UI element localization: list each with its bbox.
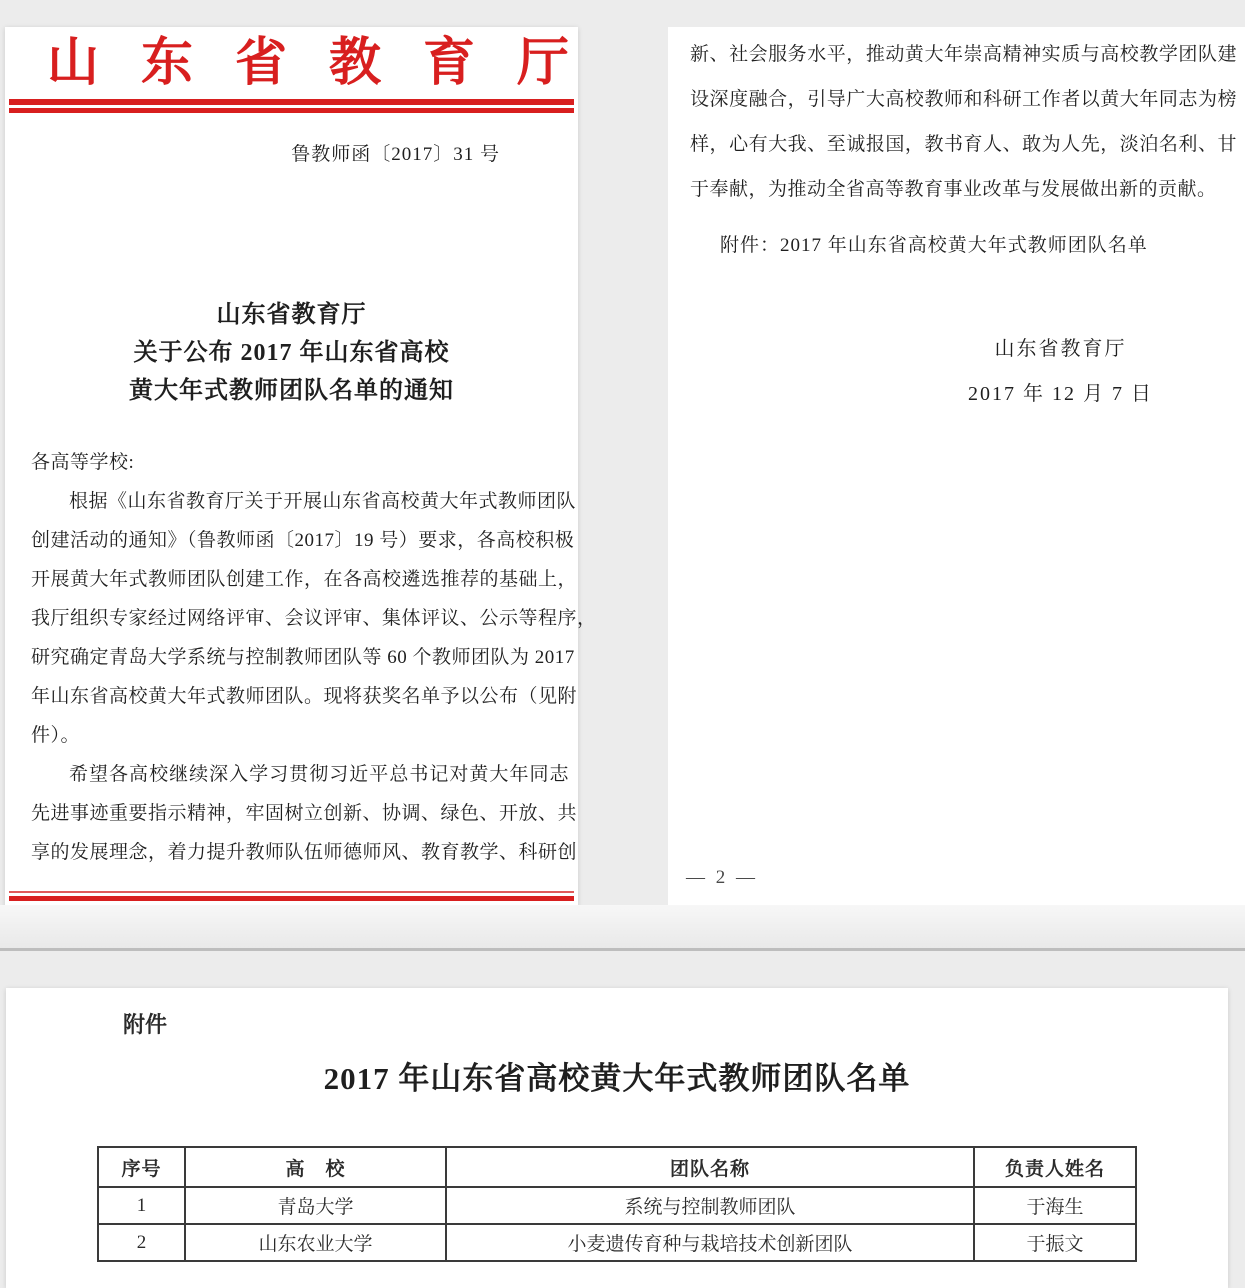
attachment-reference: 附件：2017 年山东省高校黄大年式教师团队名单 [720, 235, 1148, 256]
notice-title [5, 296, 578, 410]
attachment-label: 附件 [123, 1012, 168, 1037]
document-number: 鲁教师函〔2017〕31 号 [291, 144, 500, 165]
body-text-line: 享的发展理念，着力提升教师队伍师德师风、教育教学、科研创 [31, 842, 578, 863]
header-leader-name: 负责人姓名 [974, 1147, 1136, 1187]
notice-body [5, 443, 597, 872]
body-text-line: 件）。 [31, 725, 81, 746]
page-gap-fade [0, 905, 1245, 948]
table-row [98, 1187, 1136, 1224]
attachment-title: 2017 年山东省高校黄大年式教师团队名单 [323, 1061, 911, 1096]
teacher-team-table [97, 1146, 1137, 1262]
cell-university: 青岛大学 [185, 1187, 446, 1224]
section-divider-line [0, 948, 1245, 951]
header-university: 高 校 [185, 1147, 446, 1187]
cell-leader: 于海生 [974, 1187, 1136, 1224]
page-number: — 2 — [686, 867, 758, 888]
red-divider-line [9, 99, 574, 113]
table-header-row [98, 1147, 1136, 1187]
body-text-line: 设深度融合，引导广大高校教师和科研工作者以黄大年同志为榜 [690, 89, 1237, 110]
signer-name: 山东省教育厅 [994, 338, 1127, 360]
table-row [98, 1224, 1136, 1261]
notice-body-continued [668, 27, 1245, 212]
header-serial-number: 序号 [98, 1147, 185, 1187]
cell-team-name: 小麦遗传育种与栽培技术创新团队 [446, 1224, 974, 1261]
header-team-name: 团队名称 [446, 1147, 974, 1187]
signature-date: 2017 年 12 月 7 日 [968, 383, 1153, 405]
body-text-line: 希望各高校继续深入学习贯彻习近平总书记对黄大年同志 [69, 764, 569, 785]
signature-block [668, 327, 1245, 417]
body-text-line: 年山东省高校黄大年式教师团队。现将获奖名单予以公布（见附 [31, 686, 578, 707]
notice-title-line-3: 黄大年式教师团队名单的通知 [129, 378, 454, 404]
body-text-line: 创建活动的通知》（鲁教师函〔2017〕19 号）要求，各高校积极 [31, 530, 575, 551]
body-text-line: 我厅组织专家经过网络评审、会议评审、集体评议、公示等程序， [31, 608, 597, 629]
body-text-line: 根据《山东省教育厅关于开展山东省高校黄大年式教师团队 [69, 491, 577, 512]
cell-team-name: 系统与控制教师团队 [446, 1187, 974, 1224]
agency-letterhead-title: 山东省教育厅 [47, 35, 612, 92]
red-footer-line [9, 891, 574, 901]
salutation: 各高等学校: [31, 452, 135, 473]
attachment-page [6, 988, 1228, 1288]
body-text-line: 先进事迹重要指示精神，牢固树立创新、协调、绿色、开放、共 [31, 803, 578, 824]
body-text-line: 于奉献，为推动全省高等教育事业改革与发展做出新的贡献。 [690, 179, 1217, 200]
body-text-line: 新、社会服务水平，推动黄大年崇高精神实质与高校教学团队建 [690, 44, 1237, 65]
cell-serial: 1 [98, 1187, 185, 1224]
body-text-line: 开展黄大年式教师团队创建工作，在各高校遴选推荐的基础上， [31, 569, 578, 590]
body-text-line: 样，心有大我、至诚报国，教书育人、敢为人先，淡泊名利、甘 [690, 134, 1237, 155]
cell-university: 山东农业大学 [185, 1224, 446, 1261]
notice-title-line-1: 山东省教育厅 [216, 302, 367, 328]
cell-leader: 于振文 [974, 1224, 1136, 1261]
cell-serial: 2 [98, 1224, 185, 1261]
notice-title-line-2: 关于公布 2017 年山东省高校 [133, 340, 450, 366]
document-page-1 [5, 27, 612, 925]
body-text-line: 研究确定青岛大学系统与控制教师团队等 60 个教师团队为 2017 [31, 647, 575, 668]
document-page-2 [668, 27, 1245, 905]
